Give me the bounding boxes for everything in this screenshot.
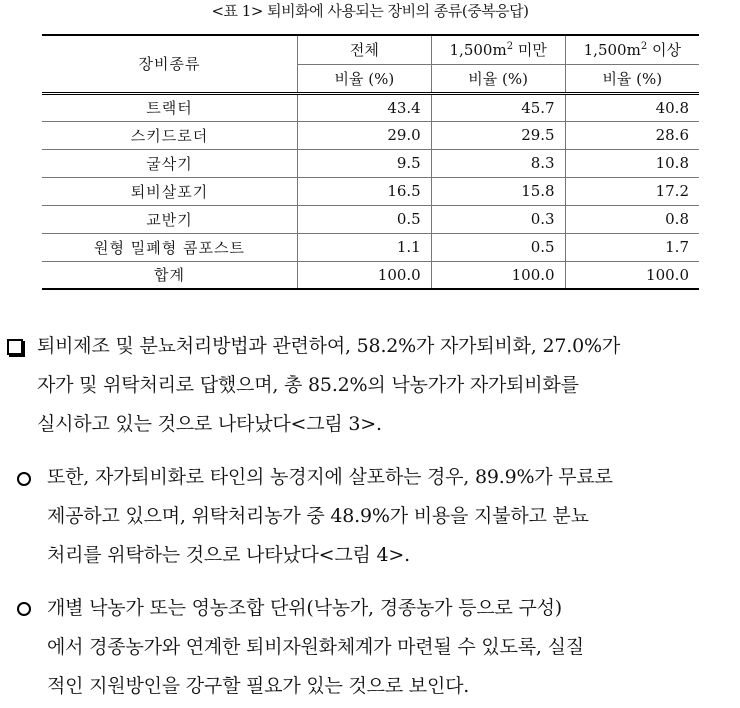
col-group-under-1500: $1,500m^2$ 미만 bbox=[431, 35, 565, 64]
table-cell: 0.5 bbox=[431, 233, 565, 261]
table-cell: 0.8 bbox=[565, 205, 699, 233]
row-label: 퇴비살포기 bbox=[42, 177, 297, 205]
col-unit: 비율 (%) bbox=[297, 64, 431, 93]
row-header-label: 장비종류 bbox=[42, 35, 297, 93]
table-cell: 0.5 bbox=[297, 205, 431, 233]
row-label: 스키드로더 bbox=[42, 121, 297, 149]
paragraph-line: 제공하고 있으며, 위탁처리농가 중 48.9%가 비용을 지불하고 분뇨 bbox=[47, 505, 589, 527]
table-cell: 17.2 bbox=[565, 177, 699, 205]
body-paragraph bbox=[37, 327, 737, 444]
body-paragraph bbox=[47, 589, 737, 706]
table-cell: 1.1 bbox=[297, 233, 431, 261]
table-row bbox=[42, 149, 699, 177]
col-unit: 비율 (%) bbox=[431, 64, 565, 93]
table-header-row bbox=[42, 35, 699, 64]
paragraph-line: 실시하고 있는 것으로 나타났다<그림 3>. bbox=[37, 413, 382, 435]
row-label: 원형 밀폐형 콤포스트 bbox=[42, 233, 297, 261]
col-group-total: 전체 bbox=[297, 35, 431, 64]
paragraph-line: 에서 경종농가와 연계한 퇴비자원화체계가 마련될 수 있도록, 실질 bbox=[47, 636, 584, 658]
table-cell: 16.5 bbox=[297, 177, 431, 205]
table-cell: 100.0 bbox=[431, 261, 565, 289]
table-cell: 29.5 bbox=[431, 121, 565, 149]
table-row bbox=[42, 261, 699, 289]
table-cell: 45.7 bbox=[431, 93, 565, 121]
table-cell: 43.4 bbox=[297, 93, 431, 121]
paragraph-line: 개별 낙농가 또는 영농조합 단위(낙농가, 경종농가 등으로 구성) bbox=[47, 597, 562, 619]
equipment-table bbox=[42, 34, 699, 290]
table-row bbox=[42, 177, 699, 205]
table-cell: 29.0 bbox=[297, 121, 431, 149]
table-row bbox=[42, 121, 699, 149]
table-row bbox=[42, 93, 699, 121]
checkbox-icon bbox=[7, 339, 23, 355]
table-cell: 10.8 bbox=[565, 149, 699, 177]
table-cell: 100.0 bbox=[565, 261, 699, 289]
paragraph-line: 처리를 위탁하는 것으로 나타났다<그림 4>. bbox=[47, 544, 410, 566]
row-label: 트랙터 bbox=[42, 93, 297, 121]
paragraph-line: 또한, 자가퇴비화로 타인의 농경지에 살포하는 경우, 89.9%가 무료로 bbox=[47, 466, 613, 488]
body-paragraph bbox=[47, 458, 737, 575]
table-cell: 1.7 bbox=[565, 233, 699, 261]
paragraph-line: 자가 및 위탁처리로 답했으며, 총 85.2%의 낙농가가 자가퇴비화를 bbox=[37, 374, 579, 396]
table-row bbox=[42, 205, 699, 233]
table-cell: 28.6 bbox=[565, 121, 699, 149]
col-group-over-1500: $1,500m^2$ 이상 bbox=[565, 35, 699, 64]
table-row bbox=[42, 233, 699, 261]
table-cell: 15.8 bbox=[431, 177, 565, 205]
table-cell: 100.0 bbox=[297, 261, 431, 289]
table-cell: 9.5 bbox=[297, 149, 431, 177]
paragraph-line: 퇴비제조 및 분뇨처리방법과 관련하여, 58.2%가 자가퇴비화, 27.0%가 bbox=[37, 335, 620, 357]
circle-icon bbox=[17, 602, 31, 616]
row-label: 교반기 bbox=[42, 205, 297, 233]
table-caption: <표 1> 퇴비화에 사용되는 장비의 종류(중복응답) bbox=[211, 2, 529, 20]
row-label: 굴삭기 bbox=[42, 149, 297, 177]
table-cell: 8.3 bbox=[431, 149, 565, 177]
paragraph-line: 적인 지원방인을 강구할 필요가 있는 것으로 보인다. bbox=[47, 675, 470, 697]
table-cell: 40.8 bbox=[565, 93, 699, 121]
table-cell: 0.3 bbox=[431, 205, 565, 233]
row-label: 합계 bbox=[42, 261, 297, 289]
col-unit: 비율 (%) bbox=[565, 64, 699, 93]
circle-icon bbox=[17, 472, 31, 486]
